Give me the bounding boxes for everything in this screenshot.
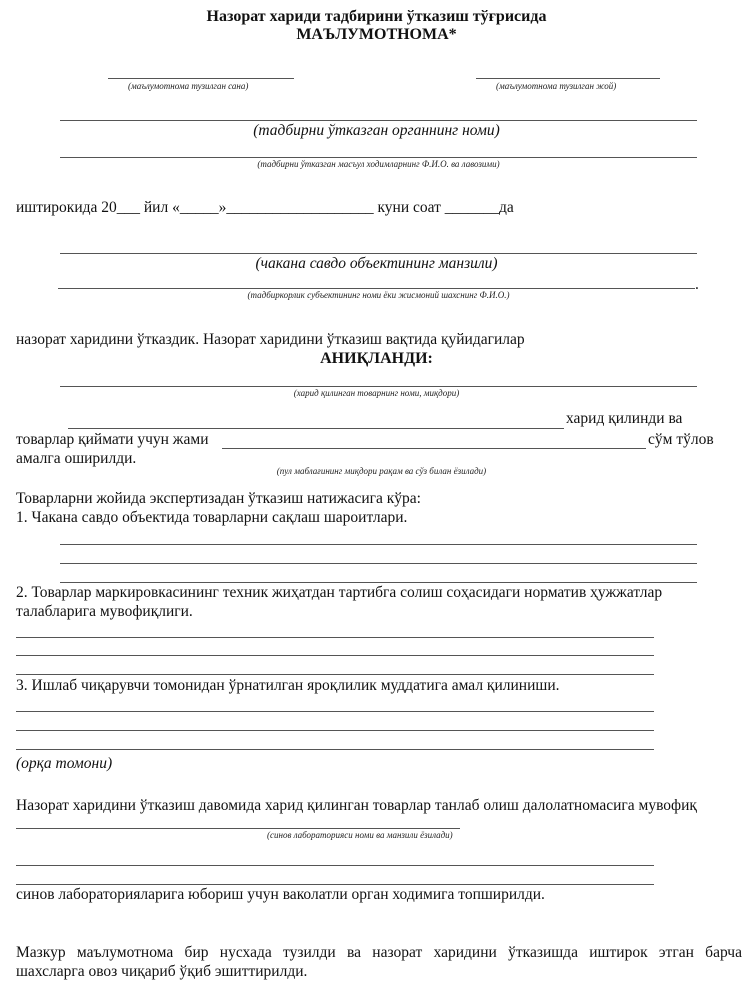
- item1-field-line-3[interactable]: [60, 582, 697, 583]
- retail-address-field-line[interactable]: [60, 253, 697, 254]
- entity-field-line[interactable]: [58, 288, 695, 289]
- paid-text: амалга оширилди.: [16, 450, 137, 467]
- item2-field-line-2[interactable]: [16, 655, 654, 656]
- purchased-suffix: харид қилинди ва: [566, 410, 683, 427]
- closing-line-2: шахсларга овоз чиқариб ўқиб эшиттирилди.: [16, 963, 308, 980]
- org-name-field-line[interactable]: [60, 120, 697, 121]
- place-caption: (маълумотнома тузилган жой): [496, 81, 617, 91]
- staff-field-line[interactable]: [60, 157, 697, 158]
- item3-field-line-3[interactable]: [16, 749, 654, 750]
- date-field-line[interactable]: [108, 78, 294, 79]
- item2-field-line-3[interactable]: [16, 674, 654, 675]
- place-field-line[interactable]: [476, 78, 660, 79]
- sampling-text: Назорат харидини ўтказиш давомида харид қилинган товарлар танлаб олиш далолатномасига мувофиқ: [16, 797, 697, 814]
- participation-date-time: иштирокида 20___ йил «_____»___________________ куни соат _______да: [16, 199, 514, 216]
- goods-extra-field-line[interactable]: [68, 428, 564, 429]
- lab-field-line-2[interactable]: [16, 865, 654, 866]
- expertise-item-2-line-2: талабларига мувофиқлиги.: [16, 603, 193, 620]
- staff-caption: (тадбирни ўтказган масъул ходимларнинг Ф.И.О. ва лавозими): [257, 159, 500, 169]
- amount-caption: (пул маблағининг миқдори рақам ва сўз билан ёзилади): [276, 466, 487, 476]
- lab-field-line[interactable]: [16, 828, 460, 829]
- established-heading: АНИҚЛАНДИ:: [320, 350, 433, 367]
- lab-field-line-3[interactable]: [16, 884, 654, 885]
- entity-caption: (тадбиркорлик субъектининг номи ёки жисмоний шахснинг Ф.И.О.): [247, 290, 510, 300]
- handed-text: синов лабораторияларига юбориш учун ваколатли орган ходимига топширилди.: [16, 886, 545, 903]
- retail-address-caption: (чакана савдо объектининг манзили): [255, 255, 498, 272]
- item1-field-line-1[interactable]: [60, 544, 697, 545]
- expertise-item-3: 3. Ишлаб чиқарувчи томонидан ўрнатилган яроқлилик муддатига амал қилиниши.: [16, 677, 560, 694]
- closing-line-1: Мазкур маълумотнома бир нусхада тузилди ва назорат харидини ўтказишда иштирок этган барча: [16, 944, 742, 961]
- total-prefix: товарлар қиймати учун жами: [16, 431, 209, 448]
- document-title: Назорат хариди тадбирини ўтказиш тўғрисида: [206, 8, 547, 25]
- expertise-item-2-line-1: 2. Товарлар маркировкасининг техник жиҳатдан тартибга солиш соҳасидаги норматив ҳужжатлар: [16, 584, 663, 601]
- org-name-caption: (тадбирни ўтказган органнинг номи): [253, 122, 500, 139]
- expertise-item-1: 1. Чакана савдо объектида товарларни сақлаш шароитлари.: [16, 509, 408, 526]
- goods-field-line[interactable]: [60, 386, 697, 387]
- item3-field-line-2[interactable]: [16, 730, 654, 731]
- entity-period: .: [695, 276, 699, 293]
- total-amount-field-line[interactable]: [222, 448, 646, 449]
- date-caption: (маълумотнома тузилган сана): [128, 81, 249, 91]
- lab-caption: (синов лабораторияси номи ва манзили ёзилади): [267, 830, 453, 840]
- item1-field-line-2[interactable]: [60, 563, 697, 564]
- expertise-intro: Товарларни жойида экспертизадан ўтказиш натижасига кўра:: [16, 490, 421, 507]
- back-side-label: (орқа томони): [16, 755, 113, 772]
- document-heading: МАЪЛУМОТНОМА*: [296, 26, 457, 43]
- goods-caption: (харид қилинган товарнинг номи, миқдори): [293, 388, 460, 398]
- item3-field-line-1[interactable]: [16, 711, 654, 712]
- item2-field-line-1[interactable]: [16, 637, 654, 638]
- conducted-text: назорат харидини ўтказдик. Назорат харидини ўтказиш вақтида қуйидагилар: [16, 331, 525, 348]
- total-suffix: сўм тўлов: [648, 431, 714, 448]
